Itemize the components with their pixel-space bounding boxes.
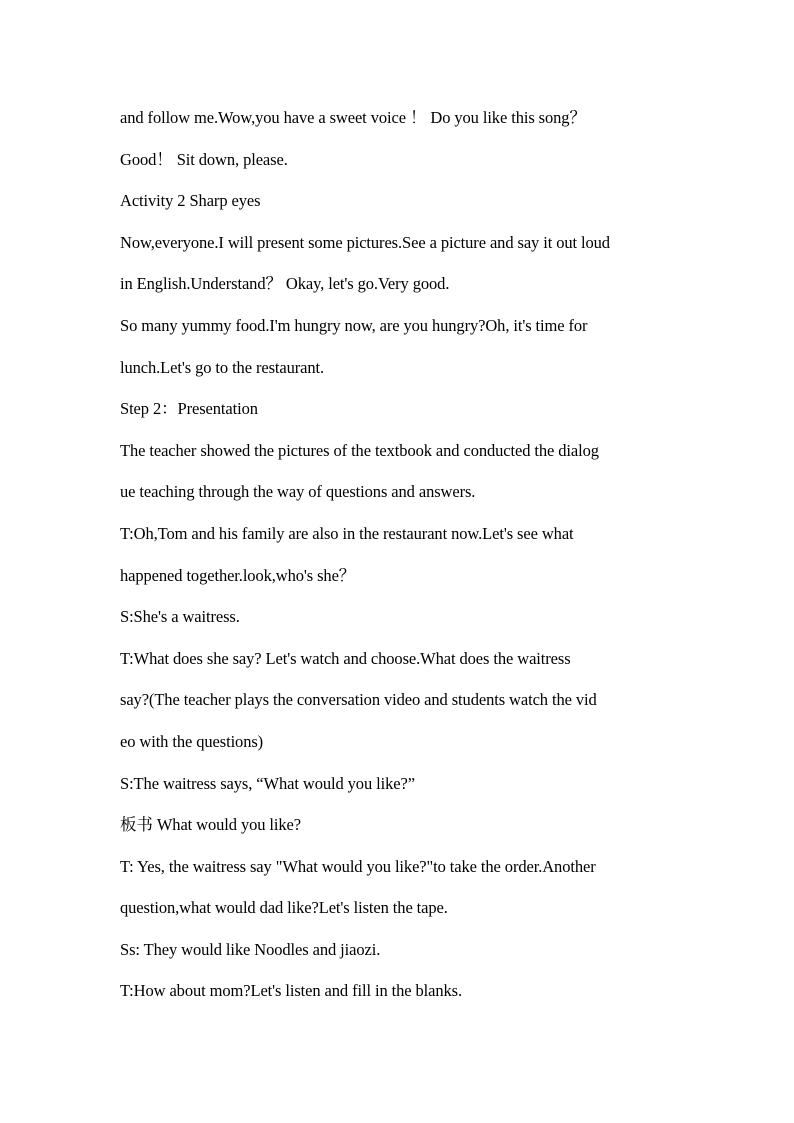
activity-heading: Activity 2 Sharp eyes: [120, 191, 261, 211]
text-line: ue teaching through the way of questions and answers.: [120, 482, 476, 502]
text-line: So many yummy food.I'm hungry now, are you hungry?Oh, it's time for: [120, 315, 588, 335]
text-line: T: Yes, the waitress say "What would you like?"to take the order.Another: [120, 856, 596, 876]
blackboard-note: 板书 What would you like?: [120, 815, 301, 835]
text-line: happened together.look,who's she？: [120, 565, 356, 585]
text-line: The teacher showed the pictures of the textbook and conducted the dialog: [120, 440, 599, 460]
text-line: question,what would dad like?Let's listen the tape.: [120, 898, 448, 918]
text-line: Ss: They would like Noodles and jiaozi.: [120, 939, 381, 959]
text-line: T:What does she say? Let's watch and choose.What does the waitress: [120, 648, 571, 668]
text-line: lunch.Let's go to the restaurant.: [120, 357, 325, 377]
text-line: T:How about mom?Let's listen and fill in the blanks.: [120, 981, 463, 1001]
step-heading: Step 2：Presentation: [120, 399, 258, 419]
document-body: [120, 104, 680, 1019]
text-line: S:She's a waitress.: [120, 607, 240, 627]
text-line: eo with the questions): [120, 731, 264, 751]
text-line: T:Oh,Tom and his family are also in the restaurant now.Let's see what: [120, 523, 574, 543]
text-line: and follow me.Wow,you have a sweet voice ！ Do you like this song？: [120, 108, 586, 127]
text-line: in English.Understand？ Okay, let's go.Very good.: [120, 274, 450, 294]
text-line: S:The waitress says, “What would you like?”: [120, 773, 415, 793]
text-line: Now,everyone.I will present some pictures.See a picture and say it out loud: [120, 232, 610, 252]
text-line: Good！ Sit down, please.: [120, 149, 288, 169]
text-line: say?(The teacher plays the conversation video and students watch the vid: [120, 690, 597, 710]
